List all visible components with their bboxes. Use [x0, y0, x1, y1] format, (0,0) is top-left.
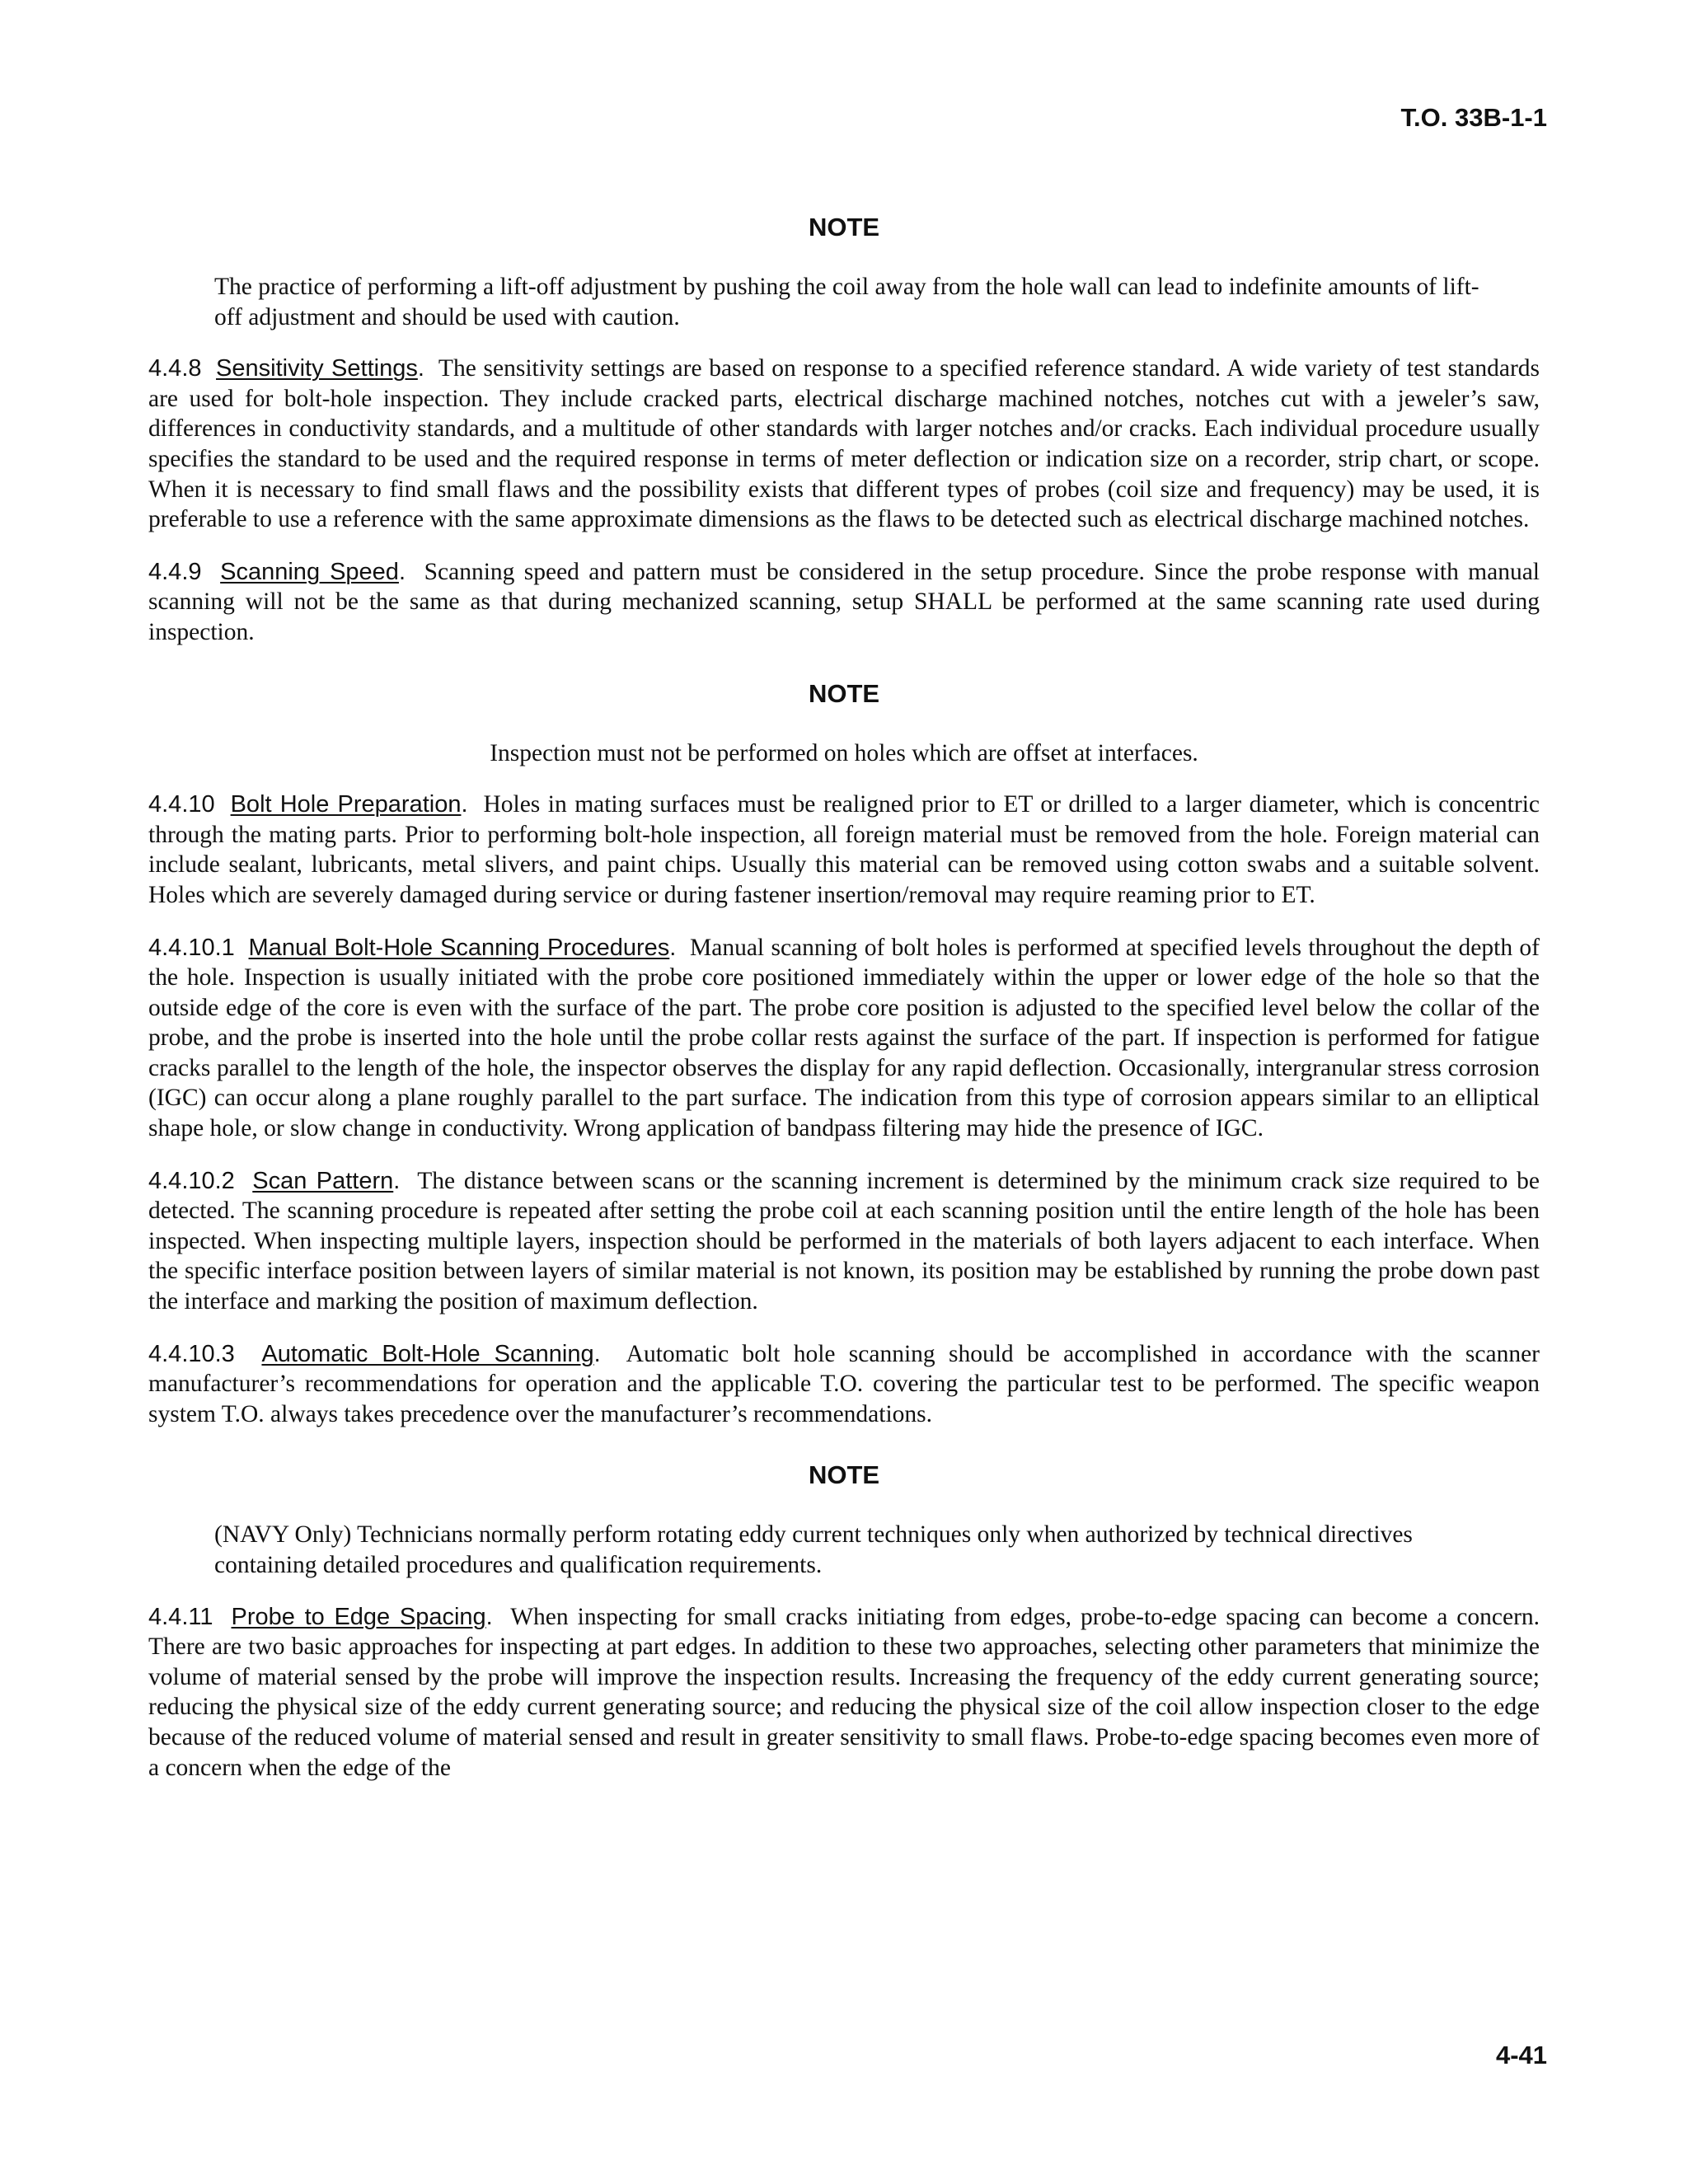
- note-heading: NOTE: [808, 1460, 880, 1490]
- paragraph-title: Automatic Bolt-Hole Scanning: [261, 1340, 594, 1367]
- note-block: [148, 1460, 1540, 1580]
- paragraph-text: Holes in mating surfaces must be realigned prior to ET or drilled to a larger diameter, which is concentric through the mating parts. Prior to performing bolt-hole inspection, all foreign material must be removed from the hole. Foreign material can include sealant, lubricants, metal slivers, and paint chips. Usually this material can be removed using cotton swabs and a suitable solvent. Holes which are severely damaged during service or during fastener insertion/removal may require reaming prior to ET.: [148, 791, 1540, 908]
- paragraph-4-4-10: 4.4.10 Bolt Hole Preparation. Holes in mating surfaces must be realigned prior to ET or drilled to a larger diameter, which is concentric through the mating parts. Prior to performing bolt-hole inspection, all foreign material must be removed from the hole. Foreign material can include sealant, lubricants, metal slivers, and paint chips. Usually this material can be removed using cotton swabs and a suitable solvent. Holes which are severely damaged during service or during fastener insertion/removal may require reaming prior to ET.: [148, 791, 1540, 908]
- note-heading: NOTE: [808, 213, 880, 241]
- note-block: [148, 679, 1540, 769]
- paragraph-text: When inspecting for small cracks initiating from edges, probe-to-edge spacing can become a concern. There are two basic approaches for inspecting at part edges. In addition to these two approaches, selecting other parameters that minimize the volume of material sensed by the probe will improve the inspection results. Increasing the frequency of the eddy current generating source; reducing the physical size of the eddy current generating source; and reducing the physical size of the coil allow inspection closer to the edge because of the reduced volume of material sensed and result in greater sensitivity to small flaws. Probe-to-edge spacing becomes even more of a concern when the edge of the: [148, 1603, 1540, 1781]
- note-text: (NAVY Only) Technicians normally perform rotating eddy current techniques only when authorized by technical directives containing detailed procedures and qualification requirements.: [214, 1521, 1413, 1578]
- paragraph-4-4-10-3: 4.4.10.3 Automatic Bolt-Hole Scanning. Automatic bolt hole scanning should be accomplished in accordance with the scanner manufacturer’s recommendations for operation and the applicable T.O. covering the particular test to be performed. The specific weapon system T.O. always takes precedence over the manufacturer’s recommendations.: [148, 1340, 1540, 1427]
- paragraph-title: Scanning Speed: [220, 558, 399, 585]
- paragraph-title: Scan Pattern: [252, 1167, 394, 1194]
- paragraph-number: 4.4.8: [148, 355, 202, 382]
- paragraph-4-4-10-1: 4.4.10.1 Manual Bolt-Hole Scanning Procedures. Manual scanning of bolt holes is performed at specified levels throughout the depth of the hole. Inspection is usually initiated with the probe core positioned immediately within the upper or lower edge of the hole so that the outside edge of the core is even with the surface of the part. The probe core position is adjusted to the specified level below the collar of the probe, and the probe is inserted into the hole until the probe collar rests against the surface of the part. If inspection is performed for fatigue cracks parallel to the length of the hole, the inspector observes the display for any rapid deflection. Occasionally, intergranular stress corrosion (IGC) can occur along a plane roughly parallel to the part surface. The indication from this type of corrosion appears similar to an elliptical shape hole, or slow change in conductivity. Wrong application of bandpass filtering may hide the presence of IGC.: [148, 934, 1540, 1142]
- paragraph-number: 4.4.10.3: [148, 1340, 235, 1367]
- page-content: [148, 213, 1540, 1805]
- note-heading: NOTE: [808, 678, 880, 708]
- paragraph-title: Probe to Edge Spacing: [231, 1603, 486, 1630]
- paragraph-number: 4.4.9: [148, 558, 202, 585]
- paragraph-4-4-10-2: 4.4.10.2 Scan Pattern. The distance between scans or the scanning increment is determined by the minimum crack size required to be detected. The scanning procedure is repeated after setting the probe coil at each scanning position until the entire length of the hole has been inspected. When inspecting multiple layers, inspection should be performed in the materials of both layers adjacent to each interface. When the specific interface position between layers of similar material is not known, its position may be established by running the probe down past the interface and marking the position of maximum deflection.: [148, 1167, 1540, 1315]
- paragraph-4-4-9: 4.4.9 Scanning Speed. Scanning speed and pattern must be considered in the setup procedure. Since the probe response with manual scanning will not be the same as that during mechanized scanning, setup SHALL be performed at the same scanning rate used during inspection.: [148, 558, 1540, 645]
- paragraph-text: Automatic bolt hole scanning should be accomplished in accordance with the scanner manufacturer’s recommendations for operation and the applicable T.O. covering the particular test to be performed. The specific weapon system T.O. always takes precedence over the manufacturer’s recommendations.: [148, 1340, 1540, 1427]
- paragraph-number: 4.4.11: [148, 1603, 213, 1630]
- document-id: T.O. 33B-1-1: [1400, 103, 1547, 132]
- paragraph-4-4-8: 4.4.8 Sensitivity Settings. The sensitivity settings are based on response to a specified reference standard. A wide variety of test standards are used for bolt-hole inspection. They include cracked parts, electrical discharge machined notches, notches cut with a jeweler’s saw, differences in conductivity standards, and a multitude of other standards with larger notches and/or cracks. Each individual procedure usually specifies the standard to be used and the required response in terms of meter deflection or indication size on a recorder, strip chart, or scope. When it is necessary to find small flaws and the possibility exists that different types of probes (coil size and frequency) may be used, it is preferable to use a reference with the same approximate dimensions as the flaws to be detected such as electrical discharge machined notches.: [148, 355, 1540, 533]
- page-number: 4-41: [1495, 2041, 1547, 2069]
- paragraph-text: Scanning speed and pattern must be considered in the setup procedure. Since the probe response with manual scanning will not be the same as that during mechanized scanning, setup SHALL be performed at the same scanning rate used during inspection.: [148, 558, 1540, 645]
- paragraph-4-4-11: 4.4.11 Probe to Edge Spacing. When inspecting for small cracks initiating from edges, probe-to-edge spacing can become a concern. There are two basic approaches for inspecting at part edges. In addition to these two approaches, selecting other parameters that minimize the volume of material sensed by the probe will improve the inspection results. Increasing the frequency of the eddy current generating source; reducing the physical size of the eddy current generating source; and reducing the physical size of the coil allow inspection closer to the edge because of the reduced volume of material sensed and result in greater sensitivity to small flaws. Probe-to-edge spacing becomes even more of a concern when the edge of the: [148, 1603, 1540, 1781]
- paragraph-title: Sensitivity Settings: [216, 355, 418, 382]
- paragraph-number: 4.4.10.1: [148, 934, 235, 961]
- paragraph-number: 4.4.10.2: [148, 1167, 235, 1194]
- note-block: [148, 213, 1540, 332]
- paragraph-title: Manual Bolt-Hole Scanning Procedures: [248, 934, 670, 961]
- paragraph-title: Bolt Hole Preparation: [230, 791, 462, 818]
- note-text: Inspection must not be performed on holes which are offset at interfaces.: [490, 739, 1198, 766]
- paragraph-text: The sensitivity settings are based on response to a specified reference standard. A wide variety of test standards are used for bolt-hole inspection. They include cracked parts, electrical discharge machined notches, notches cut with a jeweler’s saw, differences in conductivity standards, and a multitude of other standards with larger notches and/or cracks. Each individual procedure usually specifies the standard to be used and the required response in terms of meter deflection or indication size on a recorder, strip chart, or scope. When it is necessary to find small flaws and the possibility exists that different types of probes (coil size and frequency) may be used, it is preferable to use a reference with the same approximate dimensions as the flaws to be detected such as electrical discharge machined notches.: [148, 355, 1540, 533]
- paragraph-number: 4.4.10: [148, 791, 215, 818]
- note-text: The practice of performing a lift-off adjustment by pushing the coil away from the hole wall can lead to indefinite amounts of lift-off adjustment and should be used with caution.: [214, 274, 1479, 330]
- paragraph-text: Manual scanning of bolt holes is performed at specified levels throughout the depth of the hole. Inspection is usually initiated with the probe core positioned immediately within the upper or lower edge of the hole so that the outside edge of the core is even with the surface of the part. The probe core position is adjusted to the specified level below the collar of the probe, and the probe is inserted into the hole until the probe collar rests against the surface of the part. If inspection is performed for fatigue cracks parallel to the length of the hole, the inspector observes the display for any rapid deflection. Occasionally, intergranular stress corrosion (IGC) can occur along a plane roughly parallel to the part surface. The indication from this type of corrosion appears similar to an elliptical shape hole, or slow change in conductivity. Wrong application of bandpass filtering may hide the presence of IGC.: [148, 934, 1540, 1142]
- paragraph-text: The distance between scans or the scanning increment is determined by the minimum crack size required to be detected. The scanning procedure is repeated after setting the probe coil at each scanning position until the entire length of the hole has been inspected. When inspecting multiple layers, inspection should be performed in the materials of both layers adjacent to each interface. When the specific interface position between layers of similar material is not known, its position may be established by running the probe down past the interface and marking the position of maximum deflection.: [148, 1167, 1540, 1315]
